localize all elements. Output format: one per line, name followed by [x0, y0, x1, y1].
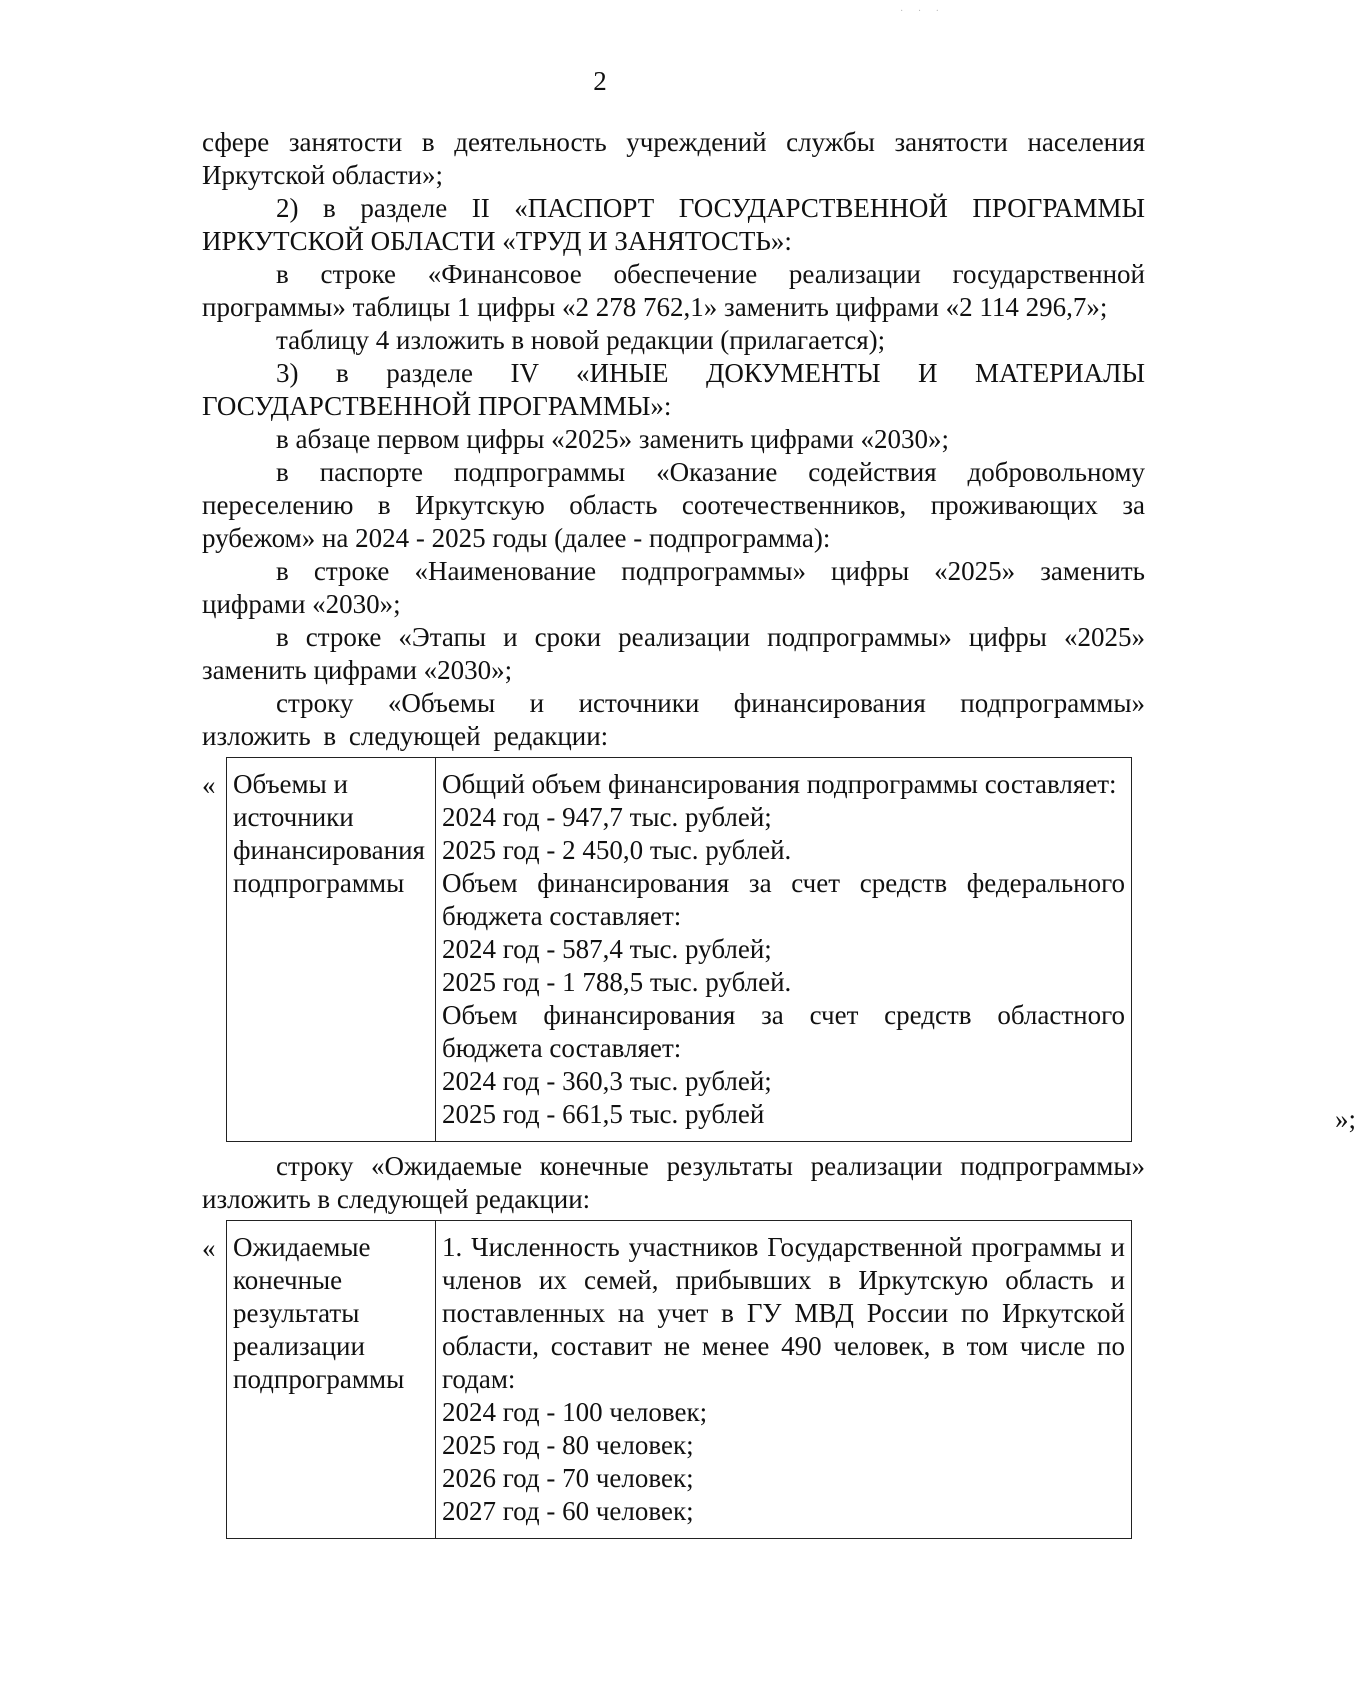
- financing-table: [226, 757, 1132, 1142]
- table-paragraph: 2024 год - 360,3 тыс. рублей;: [442, 1066, 772, 1096]
- label-line: финансирования: [233, 835, 425, 865]
- results-table-value-cell: [436, 1221, 1132, 1539]
- paragraph-first-abzac: в абзаце первом цифры «2025» заменить цифрами «2030»;: [276, 424, 950, 454]
- financing-table-value-cell: [436, 758, 1132, 1142]
- paragraph-name-row: в строке «Наименование подпрограммы» цифры «2025» заменить цифрами «2030»;: [202, 556, 1145, 619]
- table-paragraph: 2027 год - 60 человек;: [442, 1496, 694, 1526]
- financing-table-block: [202, 757, 1356, 1142]
- table-row: [227, 1221, 1132, 1539]
- table-paragraph: 1. Численность участников Государственной программы и членов их семей, прибывших в Иркутскую область и поставленных на учет в ГУ МВД России по Иркутской области, составит не менее 490 человек, в том числе по годам:: [442, 1232, 1125, 1394]
- table-paragraph: 2025 год - 1 788,5 тыс. рублей.: [442, 967, 792, 997]
- results-table: [226, 1220, 1132, 1539]
- table-paragraph: Объем финансирования за счет средств федерального бюджета составляет:: [442, 868, 1125, 931]
- paragraph-financing-row: в строке «Финансовое обеспечение реализации государственной программы» таблицы 1 цифры «2 278 762,1» заменить цифрами «2 114 296,7»;: [202, 259, 1145, 322]
- scan-artifact-marks: · · ·: [900, 6, 945, 17]
- label-line: результаты: [233, 1298, 360, 1328]
- page-number: 2: [593, 66, 607, 96]
- table-paragraph: 2024 год - 100 человек;: [442, 1397, 708, 1427]
- table-paragraph: 2025 год - 661,5 тыс. рублей: [442, 1099, 765, 1129]
- results-table-block: [202, 1220, 1145, 1539]
- table-paragraph: 2026 год - 70 человек;: [442, 1463, 694, 1493]
- label-line: источники: [233, 802, 354, 832]
- table-paragraph: 2024 год - 947,7 тыс. рублей;: [442, 802, 772, 832]
- label-line: реализации: [233, 1331, 365, 1361]
- closing-quote: »;: [1335, 1104, 1356, 1134]
- table-paragraph: 2025 год - 80 человек;: [442, 1430, 694, 1460]
- label-line: Ожидаемые: [233, 1232, 371, 1262]
- paragraph-expected-results-row: строку «Ожидаемые конечные результаты реализации подпрограммы» изложить в следующей редакции:: [202, 1151, 1145, 1214]
- table-paragraph: 2024 год - 587,4 тыс. рублей;: [442, 934, 772, 964]
- financing-table-label-cell: [227, 758, 436, 1142]
- paragraph-subprogram-passport: в паспорте подпрограммы «Оказание содействия добровольному переселению в Иркутскую область соотечественников, проживающих за рубежом» на 2024 - 2025 годы (далее - подпрограмма):: [202, 457, 1145, 553]
- table-row: [227, 758, 1132, 1142]
- table-paragraph: Объем финансирования за счет средств областного бюджета составляет:: [442, 1000, 1125, 1063]
- paragraph-volumes-row: строку «Объемы и источники финансирования подпрограммы» изложить в следующей редакции:: [202, 688, 1145, 751]
- label-line: подпрограммы: [233, 1364, 405, 1394]
- results-table-label-cell: [227, 1221, 436, 1539]
- paragraph-item-3: 3) в разделе IV «ИНЫЕ ДОКУМЕНТЫ И МАТЕРИАЛЫ ГОСУДАРСТВЕННОЙ ПРОГРАММЫ»:: [202, 358, 1145, 421]
- paragraph-table-4: таблицу 4 изложить в новой редакции (прилагается);: [276, 325, 886, 355]
- table-paragraph: 2025 год - 2 450,0 тыс. рублей.: [442, 835, 792, 865]
- paragraph-continuation: сфере занятости в деятельность учреждений службы занятости населения Иркутской области»;: [202, 127, 1145, 190]
- paragraph-stages-row: в строке «Этапы и сроки реализации подпрограммы» цифры «2025» заменить цифрами «2030»;: [202, 622, 1145, 685]
- label-line: Объемы и: [233, 769, 348, 799]
- paragraph-item-2: 2) в разделе II «ПАСПОРТ ГОСУДАРСТВЕННОЙ ПРОГРАММЫ ИРКУТСКОЙ ОБЛАСТИ «ТРУД И ЗАНЯТОСТЬ»:: [202, 193, 1145, 256]
- document-body: [202, 126, 1356, 1547]
- label-line: конечные: [233, 1265, 343, 1295]
- opening-quote: «: [202, 770, 216, 800]
- table-paragraph: Общий объем финансирования подпрограммы составляет:: [442, 769, 1117, 799]
- label-line: подпрограммы: [233, 868, 405, 898]
- opening-quote: «: [202, 1233, 216, 1263]
